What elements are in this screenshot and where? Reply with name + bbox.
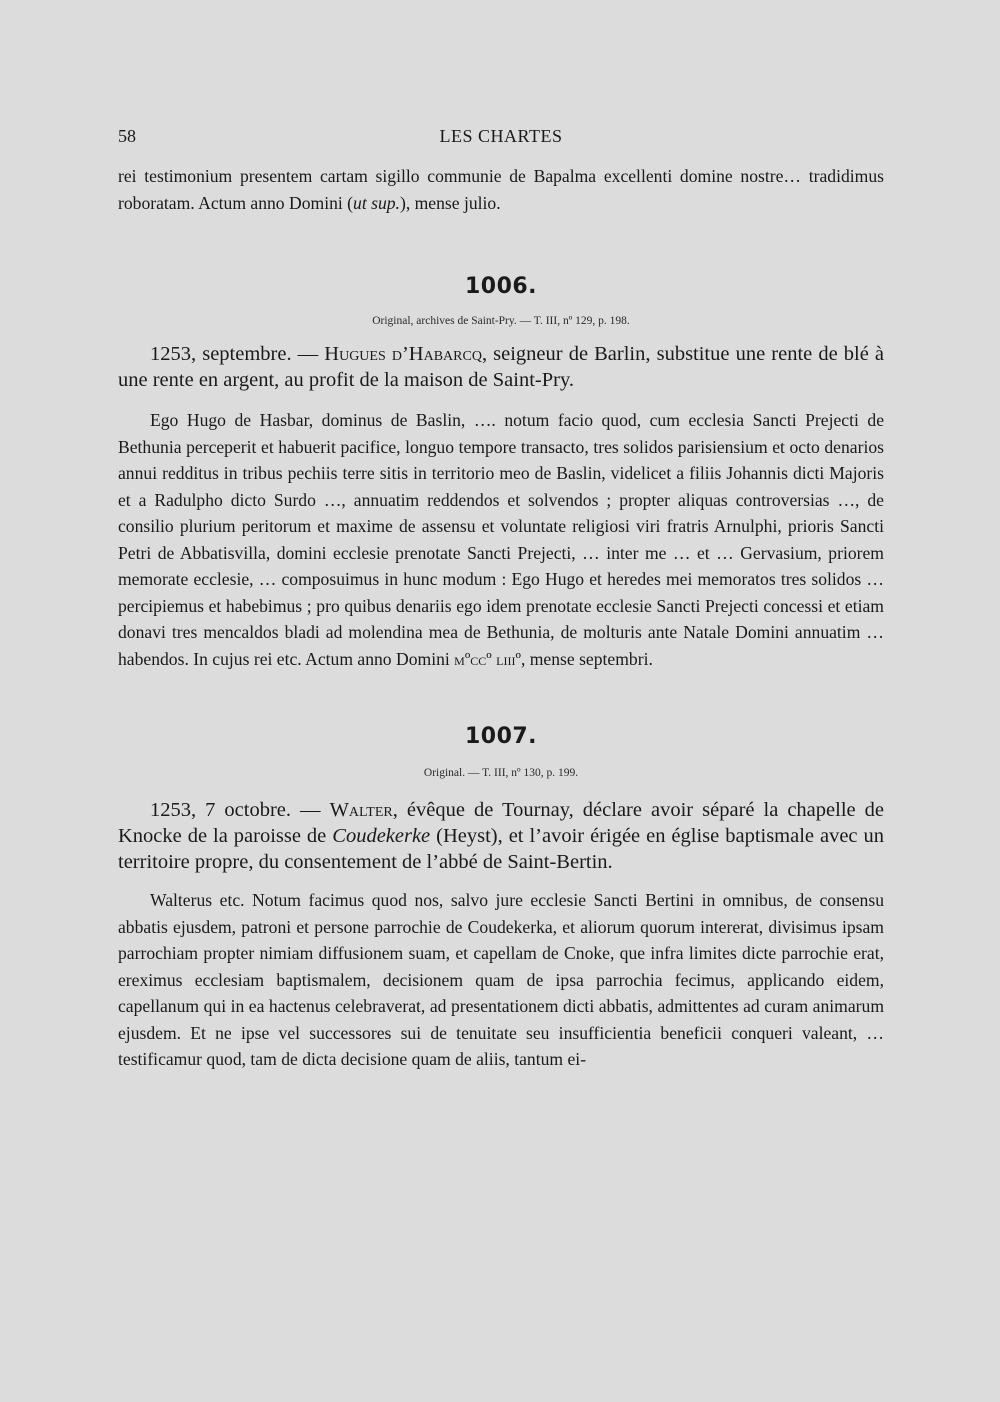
continuation-paragraph: [118, 163, 884, 216]
charter-number-1006: 1006.: [464, 274, 538, 299]
charter-summary-1006: [118, 341, 884, 393]
charter-number-1007: 1007.: [464, 724, 538, 749]
page-number: 58: [118, 126, 136, 146]
summary-date-1006: 1253, septembre. —: [150, 343, 325, 365]
charter-text-1006-part1: Ego Hugo de Hasbar, dominus de Baslin, …. notum facio quod, cum ecclesia Sancti Prejecti de Bethunia perceperit et habuerit pacifice, longuo tempore transacto, tres solidos parisiensium et octo denarios annui redditus in tribus pechiis terre sitis in territorio meo de Baslin, videlicet a filiis Johannis dicti Majoris et a Radulpho dicto Surdo …, annuatim reddendos et solvendos ; propter aliquas controversias …, de consilio plurium peritorum et maxime de assensu et voluntate religiosi viri fratris Arnulphi, prioris Sancti Petri de Abbatisvilla, domini ecclesie prenotate Sancti Prejecti, … inter me … et … Gervasium, priorem memorate ecclesie, … composuimus in hunc modum : Ego Hugo et heredes mei memoratos tres solidos … percipiemus et habebimus ; pro quibus denariis ego idem prenotate ecclesie Sancti Prejecti concessi et etiam donavi tres mencaldos bladi ad molendina mea de Bethunia, de molturis ante Natale Domini annuatim … habendos. In cujus rei etc. Actum anno Domini: [118, 410, 884, 669]
running-header: [118, 126, 884, 148]
summary-name-1007: Walter: [329, 799, 393, 821]
charter-source-1006: Original, archives de Saint-Pry. — T. III, nº 129, p. 198.: [372, 315, 630, 327]
running-title: LES CHARTES: [439, 126, 563, 146]
continuation-text-2: ), mense julio.: [399, 192, 501, 213]
summary-italic-1007: Coudekerke: [332, 825, 431, 847]
charter-text-1006-part2: , mense septembri.: [520, 648, 653, 669]
summary-name-1006: Hugues d’Habarcq: [324, 343, 482, 365]
summary-date-1007: 1253, 7 octobre. —: [150, 799, 330, 821]
charter-source-1007: Original. — T. III, nº 130, p. 199.: [423, 767, 579, 779]
summary-rest2-1007: (Heyst), et l’avoir érigée en église baptismale avec un territoire propre, du consentement de l’abbé de Saint-Bertin.: [118, 825, 885, 873]
charter-date-1006: mºccº liiiº: [454, 648, 521, 669]
summary-rest1-1007: , évêque de Tournay, déclare avoir séparé la chapelle de Knocke de la paroisse de: [118, 799, 884, 847]
charter-text-1006: [118, 407, 884, 672]
charter-text-1007: Walterus etc. Notum facimus quod nos, salvo jure ecclesie Sancti Bertini in omnibus, de consensu abbatis ejusdem, patroni et persone parrochie de Coudekerka, et aliorum quorum intererat, divisimus ipsam parrochiam propter nimiam diffusionem suam, et capellam de Cnoke, que infra limites dicte parrochie erat, ereximus ecclesiam baptismalem, decisionem quam de ipsa parrochia fecimus, applicando eidem, capellanum qui in ea hactenus celebraverat, ad presentationem dicti abbatis, admittentes ad curam animarum ejusdem. Et ne ipse vel successores sui de tenuitate seu insufficientia beneficii conqueri valeant, … testificamur quod, tam de dicta decisione quam de aliis, tantum ei-: [118, 890, 884, 1069]
summary-rest-1006: , seigneur de Barlin, substitue une rente de blé à une rente en argent, au profit de la maison de Saint-Pry.: [118, 343, 884, 391]
continuation-italic: ut sup.: [353, 192, 400, 213]
page-body: [118, 163, 884, 1073]
charter-summary-1007: [118, 797, 884, 875]
continuation-text-1: rei testimonium presentem cartam sigillo communie de Bapalma excellenti domine nostre… tradidimus roboratam. Actum anno Domini (: [118, 166, 884, 213]
